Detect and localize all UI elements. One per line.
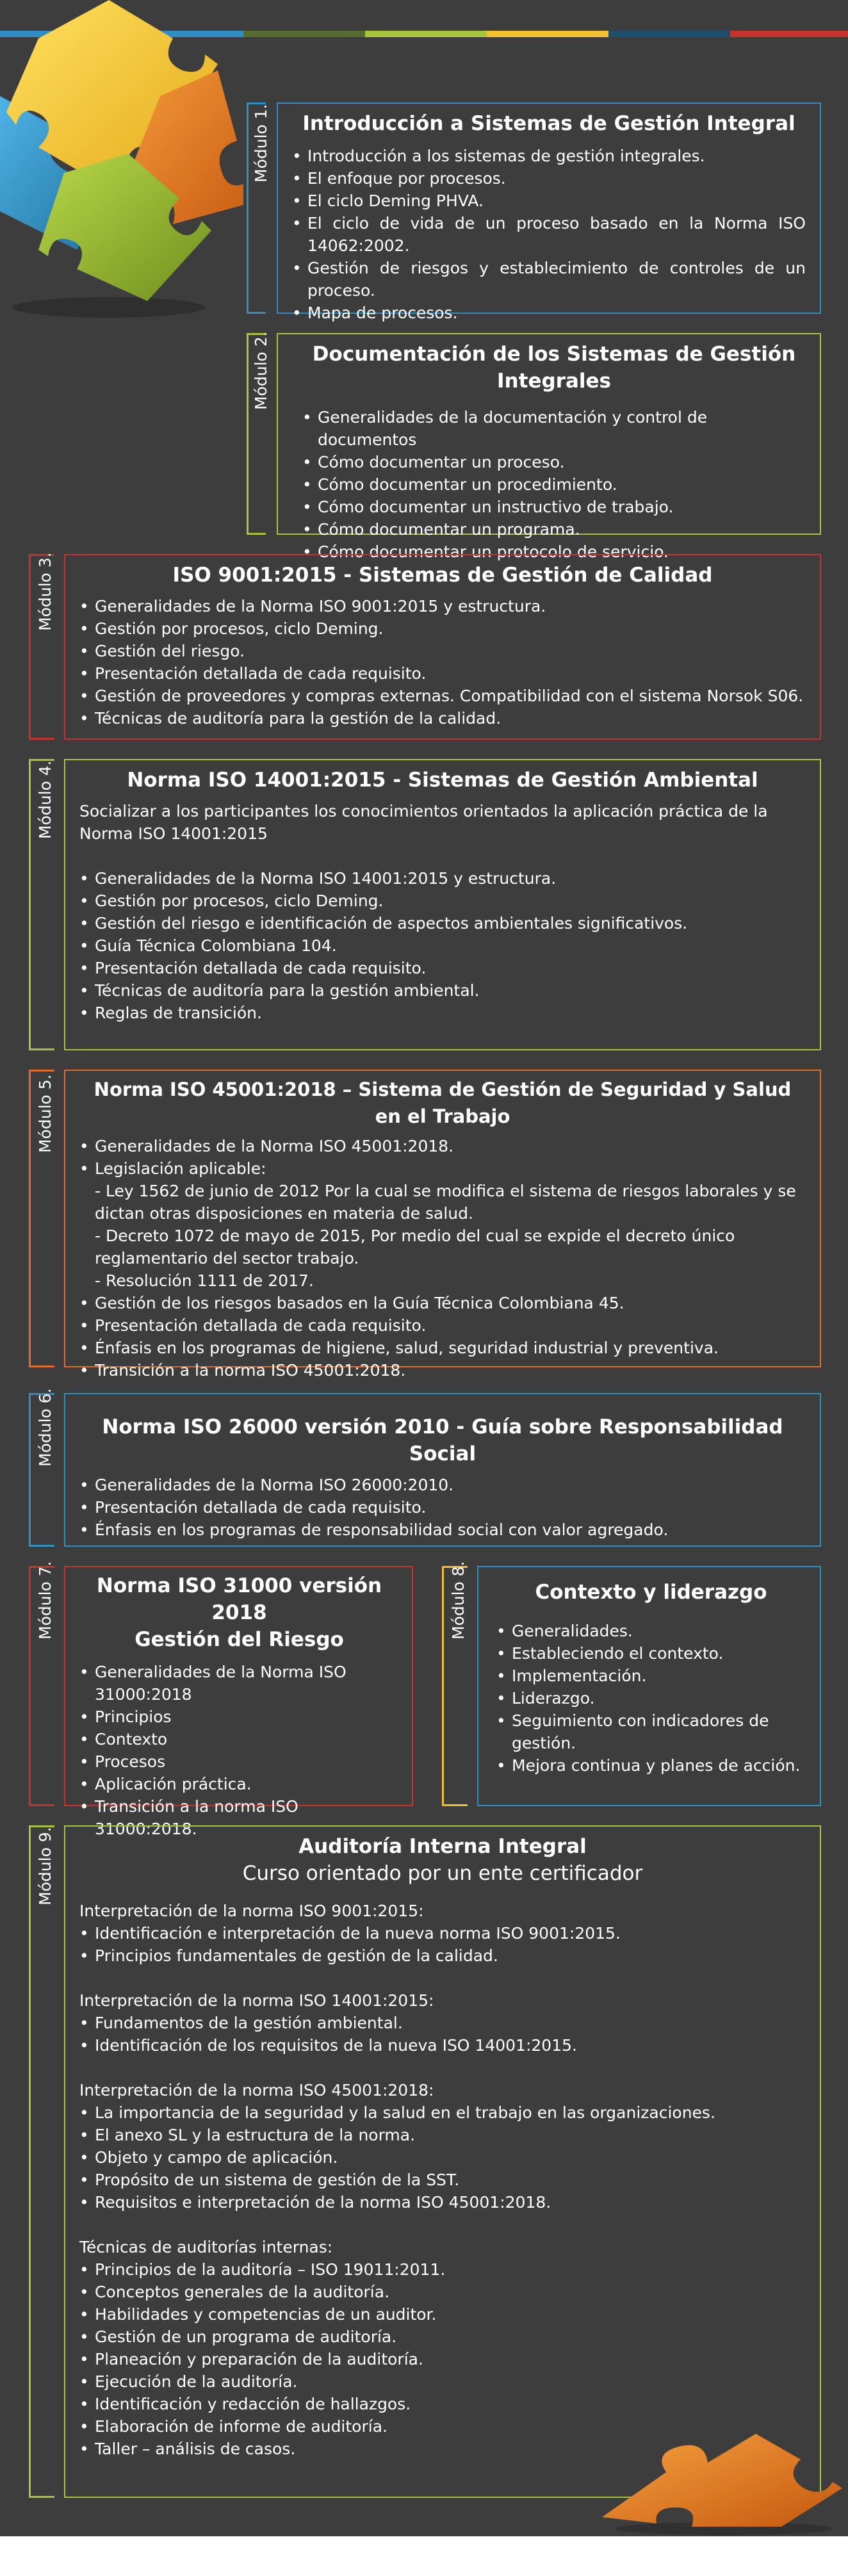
module-5-box — [64, 1070, 821, 1380]
list-item: • Identificación y redacción de hallazgos. — [79, 2393, 806, 2415]
list-item: • Reglas de transición. — [79, 1002, 806, 1024]
list-item: • Generalidades de la Norma ISO 45001:2018. — [79, 1135, 806, 1157]
list-item: • El ciclo de vida de un proceso basado en la Norma ISO 14062:2002. — [292, 212, 806, 257]
list-item: • Objeto y campo de aplicación. — [79, 2146, 806, 2169]
list-item: • Requisitos e interpretación de la norma ISO 45001:2018. — [79, 2191, 806, 2213]
list-item: • Énfasis en los programas de responsabilidad social con valor agregado. — [79, 1519, 806, 1541]
bar-red — [730, 31, 848, 37]
module-9-box — [64, 1825, 821, 2498]
list-item: • Gestión de los riesgos basados en la Guía Técnica Colombiana 45. — [79, 1292, 806, 1314]
module-6-label: Módulo 6. — [36, 1388, 54, 1467]
list-item: • Generalidades de la Norma ISO 14001:2015 y estructura. — [79, 867, 806, 890]
bar-green — [365, 31, 487, 37]
module-7-list — [79, 1661, 348, 1840]
list-item: • Transición a la norma ISO 31000:2018. — [79, 1795, 348, 1840]
module-1-list — [292, 145, 806, 324]
list-item: • Gestión por procesos, ciclo Deming. — [79, 890, 806, 912]
list-item: • Fundamentos de la gestión ambiental. — [79, 2012, 806, 2034]
list-item: • Implementación. — [496, 1665, 806, 1687]
list-item: • Generalidades de la documentación y control de documentos — [302, 406, 806, 451]
list-item: • El enfoque por procesos. — [292, 167, 806, 190]
list-item: • Gestión por procesos, ciclo Deming. — [79, 617, 806, 640]
list-item: • Taller – análisis de casos. — [79, 2438, 806, 2460]
list-item: • Mejora continua y planes de acción. — [496, 1754, 806, 1777]
module-5-sub-item: - Ley 1562 de junio de 2012 Por la cual se modifica el sistema de riesgos laborales y se dictan otras disposiciones en materia de salud. — [95, 1182, 796, 1223]
list-item: • Generalidades de la Norma ISO 31000:2018 — [79, 1661, 348, 1706]
module-5-sub-item: - Decreto 1072 de mayo de 2015, Por medio del cual se expide el decreto único reglamentario del sector trabajo. — [95, 1227, 735, 1268]
module-9-list-1 — [79, 1922, 806, 1967]
list-item: • Gestión de un programa de auditoría. — [79, 2326, 806, 2348]
list-item: • Elaboración de informe de auditoría. — [79, 2415, 806, 2438]
list-item: • Aplicación práctica. — [79, 1773, 348, 1795]
module-9-label: Módulo 9. — [36, 1827, 54, 1905]
module-3-label: Módulo 3. — [36, 552, 54, 631]
list-item: • Mapa de procesos. — [292, 302, 806, 324]
list-item: • Gestión del riesgo e identificación de aspectos ambientales significativos. — [79, 912, 806, 934]
module-8-box — [477, 1566, 821, 1806]
list-item: • El anexo SL y la estructura de la norma. — [79, 2124, 806, 2146]
list-item: • Cómo documentar un protocolo de servicio. — [302, 541, 806, 563]
list-item: • Principios — [79, 1706, 348, 1728]
module-5-list-b — [79, 1292, 806, 1382]
list-item: • Habilidades y competencias de un auditor. — [79, 2303, 806, 2326]
module-2-title: Documentación de los Sistemas de Gestión Integrales — [312, 343, 796, 393]
module-4-title: Norma ISO 14001:2015 - Sistemas de Gestión Ambiental — [127, 769, 758, 792]
list-item: • Énfasis en los programas de higiene, salud, seguridad industrial y preventiva. — [79, 1337, 806, 1359]
module-9-list-3 — [79, 2101, 806, 2213]
module-5-list-a — [79, 1135, 806, 1180]
module-2-box — [277, 333, 821, 561]
list-item: • Generalidades de la Norma ISO 9001:2015 y estructura. — [79, 595, 806, 617]
list-item: • Técnicas de auditoría para la gestión de la calidad. — [79, 707, 806, 730]
list-item: • Gestión del riesgo. — [79, 640, 806, 662]
list-item: • Presentación detallada de cada requisito. — [79, 1496, 806, 1519]
list-item: • La importancia de la seguridad y la salud en el trabajo en las organizaciones. — [79, 2101, 806, 2124]
list-item: • Planeación y preparación de la auditoría. — [79, 2348, 806, 2370]
orange-puzzle-piece-icon — [589, 2421, 848, 2536]
list-item: • Seguimiento con indicadores de gestión. — [496, 1709, 806, 1754]
module-5-sub-item: - Resolución 1111 de 2017. — [95, 1271, 314, 1290]
list-item: • Cómo documentar un proceso. — [302, 451, 806, 473]
module-4-intro: Socializar a los participantes los conocimientos orientados la aplicación práctica de la Norma ISO 14001:2015 — [79, 802, 768, 843]
list-item: • Contexto — [79, 1728, 348, 1750]
module-6-box — [64, 1393, 821, 1547]
module-9-subtitle: Curso orientado por un ente certificador — [242, 1862, 643, 1885]
list-item: • Transición a la norma ISO 45001:2018. — [79, 1359, 806, 1382]
list-item: • Cómo documentar un programa. — [302, 518, 806, 541]
list-item: • Identificación e interpretación de la nueva norma ISO 9001:2015. — [79, 1922, 806, 1944]
list-item: • Liderazgo. — [496, 1687, 806, 1709]
module-7-title-line1: Norma ISO 31000 versión 2018 — [96, 1574, 382, 1624]
section-heading: Interpretación de la norma ISO 9001:2015: — [79, 1902, 424, 1920]
module-4-list — [79, 867, 806, 1024]
module-7-label: Módulo 7. — [36, 1561, 54, 1640]
module-8-title: Contexto y liderazgo — [535, 1581, 767, 1604]
section-heading: Técnicas de auditorías internas: — [79, 2238, 333, 2256]
list-item: • Gestión de proveedores y compras externas. Compatibilidad con el sistema Norsok S06. — [79, 685, 806, 707]
module-9-list-2 — [79, 2012, 806, 2057]
bar-yellow — [487, 31, 608, 37]
module-8-label: Módulo 8. — [449, 1561, 468, 1640]
module-5-title: Norma ISO 45001:2018 – Sistema de Gestión de Seguridad y Salud en el Trabajo — [94, 1079, 792, 1127]
bar-olive — [243, 31, 365, 37]
section-heading: Interpretación de la norma ISO 45001:2018: — [79, 2081, 434, 2099]
list-item: • Cómo documentar un instructivo de trabajo. — [302, 496, 806, 518]
module-9-bracket — [29, 1825, 54, 2498]
module-9-title: Auditoría Interna Integral — [298, 1835, 587, 1858]
list-item: • Legislación aplicable: — [79, 1157, 806, 1180]
list-item: • Principios fundamentales de gestión de la calidad. — [79, 1944, 806, 1967]
list-item: • Presentación detallada de cada requisito. — [79, 662, 806, 685]
list-item: • Presentación detallada de cada requisito. — [79, 957, 806, 979]
list-item: • Conceptos generales de la auditoría. — [79, 2281, 806, 2303]
module-3-box — [64, 554, 821, 740]
section-heading: Interpretación de la norma ISO 14001:2015: — [79, 1991, 434, 2010]
list-item: • Guía Técnica Colombiana 104. — [79, 934, 806, 957]
module-4-box — [64, 759, 821, 1050]
module-8-list — [496, 1620, 806, 1777]
list-item: • Procesos — [79, 1750, 348, 1773]
module-1-box — [277, 102, 821, 322]
list-item: • Ejecución de la auditoría. — [79, 2370, 806, 2393]
module-7-box — [64, 1566, 413, 1838]
list-item: • Generalidades de la Norma ISO 26000:2010. — [79, 1474, 806, 1496]
list-item: • Principios de la auditoría – ISO 19011:2011. — [79, 2258, 806, 2281]
list-item: • Técnicas de auditoría para la gestión ambiental. — [79, 979, 806, 1002]
list-item: • Estableciendo el contexto. — [496, 1642, 806, 1665]
module-6-title: Norma ISO 26000 versión 2010 - Guía sobre Responsabilidad Social — [102, 1415, 783, 1465]
module-2-list — [302, 406, 806, 563]
module-3-title: ISO 9001:2015 - Sistemas de Gestión de Calidad — [172, 564, 713, 587]
module-4-label: Módulo 4. — [36, 760, 54, 839]
list-item: • Gestión de riesgos y establecimiento de controles de un proceso. — [292, 257, 806, 302]
module-1-label: Módulo 1. — [252, 104, 270, 183]
module-5-label: Módulo 5. — [36, 1074, 54, 1153]
list-item: • Cómo documentar un procedimiento. — [302, 473, 806, 496]
bar-navy — [608, 31, 730, 37]
module-3-list — [79, 595, 806, 730]
list-item: • Presentación detallada de cada requisito. — [79, 1314, 806, 1337]
puzzle-illustration — [0, 0, 243, 327]
module-7-title-line2: Gestión del Riesgo — [135, 1628, 344, 1651]
list-item: • El ciclo Deming PHVA. — [292, 190, 806, 212]
list-item: • Identificación de los requisitos de la nueva ISO 14001:2015. — [79, 2034, 806, 2057]
list-item: • Propósito de un sistema de gestión de la SST. — [79, 2169, 806, 2191]
list-item: • Introducción a los sistemas de gestión integrales. — [292, 145, 806, 167]
list-item: • Generalidades. — [496, 1620, 806, 1642]
module-6-list — [79, 1474, 806, 1541]
module-1-title: Introducción a Sistemas de Gestión Integral — [302, 112, 795, 135]
module-2-label: Módulo 2. — [252, 331, 270, 410]
